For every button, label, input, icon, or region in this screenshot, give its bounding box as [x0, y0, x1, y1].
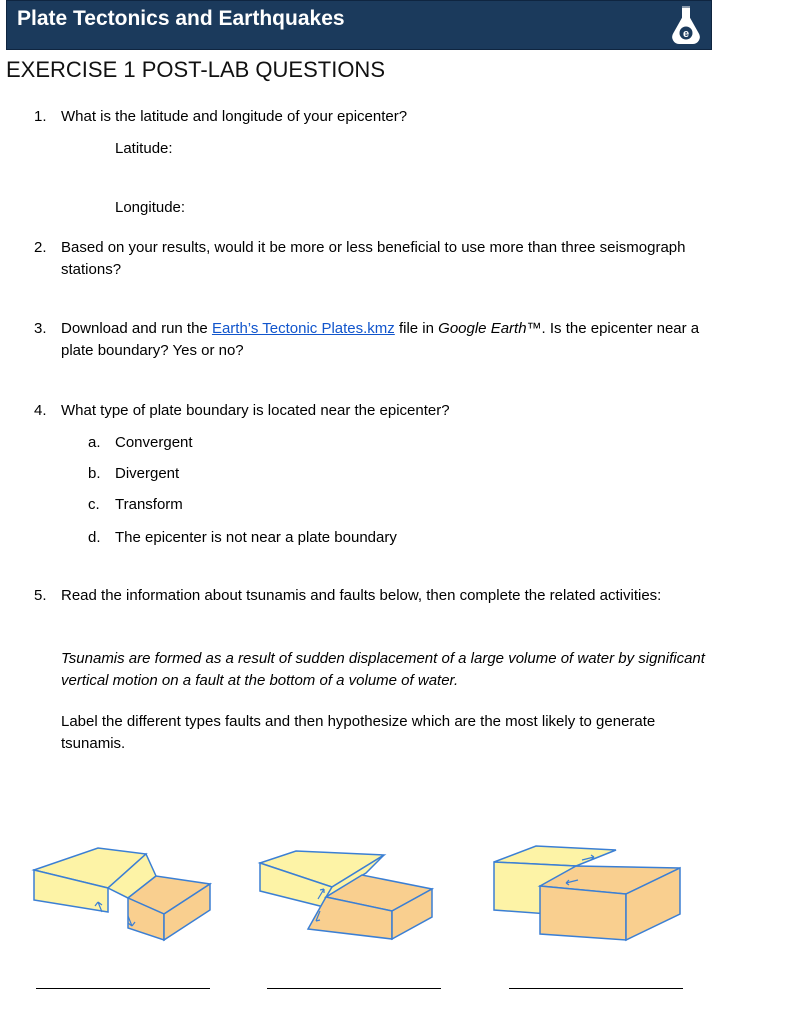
document-header [6, 0, 712, 50]
option-letter: d. [88, 529, 101, 546]
option-letter: b. [88, 465, 101, 482]
answer-blank-2[interactable] [267, 988, 441, 989]
question-number: 5. [34, 587, 47, 604]
option-letter: c. [88, 496, 100, 513]
question-text: Read the information about tsunamis and faults below, then complete the related activities: [61, 587, 662, 604]
flask-icon [669, 4, 703, 46]
latitude-label: Latitude: [115, 140, 173, 157]
question-number: 3. [34, 320, 47, 337]
option-letter: a. [88, 434, 101, 451]
block-b-front [540, 886, 626, 940]
software-name: Google Earth™ [438, 320, 542, 337]
option-text: Transform [115, 496, 183, 513]
option-text: Divergent [115, 465, 180, 482]
normal-fault-diagram [28, 840, 216, 945]
option-text: The epicenter is not near a plate boundary [115, 529, 397, 546]
question-text-part: . Is the epicenter near a plate boundary? Yes or no? [61, 320, 700, 359]
question-number: 2. [34, 239, 47, 256]
strike-slip-fault-diagram [490, 840, 686, 944]
question-text [61, 318, 721, 362]
question-text: What is the latitude and longitude of your epicenter? [61, 108, 408, 125]
answer-blank-1[interactable] [36, 988, 210, 989]
label-instruction: Label the different types faults and then hypothesize which are the most likely to generate tsunamis. [61, 713, 656, 752]
question-number: 4. [34, 402, 47, 419]
answer-blank-3[interactable] [509, 988, 683, 989]
question-text-part: Download and run the [61, 320, 212, 337]
svg-text:e: e [682, 28, 690, 40]
question-text: What type of plate boundary is located near the epicenter? [61, 402, 450, 419]
kmz-file-link[interactable]: Earth’s Tectonic Plates.kmz [211, 320, 395, 337]
tsunami-definition: Tsunamis are formed as a result of sudden displacement of a large volume of water by significant vertical motion on a fault at the bottom of a volume of water. [61, 650, 705, 689]
question-text: Based on your results, would it be more or less beneficial to use more than three seismograph stations? [61, 239, 686, 278]
option-text: Convergent [115, 434, 193, 451]
longitude-label: Longitude: [115, 199, 186, 216]
document-title: Plate Tectonics and Earthquakes [17, 7, 345, 30]
reverse-fault-diagram [256, 845, 440, 945]
question-text-part: file in [394, 320, 439, 337]
question-number: 1. [34, 108, 47, 125]
section-title: EXERCISE 1 POST-LAB QUESTIONS [6, 57, 385, 82]
